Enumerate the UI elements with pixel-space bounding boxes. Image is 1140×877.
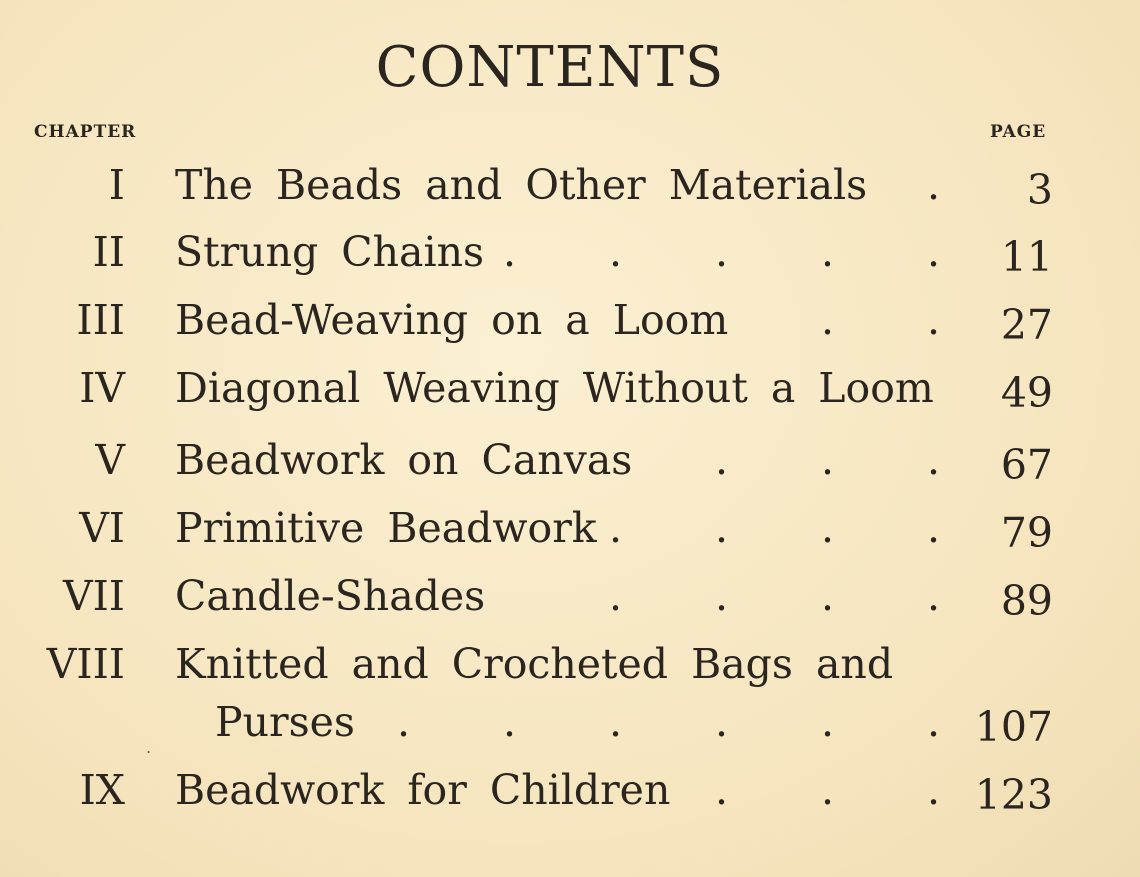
chapter-title: Diagonal Weaving Without a Loom	[175, 364, 934, 412]
chapter-number: V	[95, 436, 125, 484]
dot-leader: . . .	[714, 770, 940, 810]
dot-leader: .	[926, 165, 940, 205]
page-number: 123	[974, 771, 1053, 819]
chapter-title: Primitive Beadwork	[175, 504, 597, 552]
chapter-title: Bead-Weaving on a Loom	[175, 296, 729, 344]
page-number: 67	[1000, 441, 1053, 489]
page-number: 27	[1000, 301, 1053, 349]
chapter-column-header: CHAPTER	[34, 122, 137, 142]
page-number: 107	[974, 703, 1053, 751]
dot-leader: . .	[820, 300, 940, 340]
chapter-number: IV	[79, 364, 125, 412]
page-number: 3	[1026, 166, 1053, 214]
dot-leader: . . .	[714, 440, 940, 480]
dot-leader: . . . . . .	[396, 702, 940, 742]
page-number: 11	[1000, 233, 1053, 281]
chapter-number: I	[108, 161, 125, 209]
chapter-title: Beadwork for Children	[175, 766, 671, 814]
chapter-number: II	[92, 228, 125, 276]
page-number: 79	[1000, 509, 1053, 557]
chapter-title: The Beads and Other Materials	[175, 161, 868, 209]
chapter-number: VIII	[46, 640, 125, 688]
chapter-title: Beadwork on Canvas	[175, 436, 633, 484]
chapter-number: VI	[79, 504, 125, 552]
dot-leader: . . . .	[608, 508, 940, 548]
page-number: 89	[1000, 577, 1053, 625]
dot-leader: . . . .	[608, 576, 940, 616]
chapter-number: VII	[62, 572, 125, 620]
speck-mark: .	[146, 738, 152, 757]
chapter-title: Strung Chains	[175, 228, 485, 276]
chapter-title: Candle-Shades	[175, 572, 486, 620]
page-number: 49	[1000, 369, 1053, 417]
chapter-title-continued: Purses	[215, 698, 355, 746]
chapter-title: Knitted and Crocheted Bags and	[175, 640, 894, 688]
chapter-number: IX	[79, 766, 125, 814]
page-column-header: PAGE	[990, 122, 1047, 142]
dot-leader: . . . . .	[502, 232, 940, 272]
contents-title: CONTENTS	[375, 35, 725, 100]
chapter-number: III	[76, 296, 125, 344]
